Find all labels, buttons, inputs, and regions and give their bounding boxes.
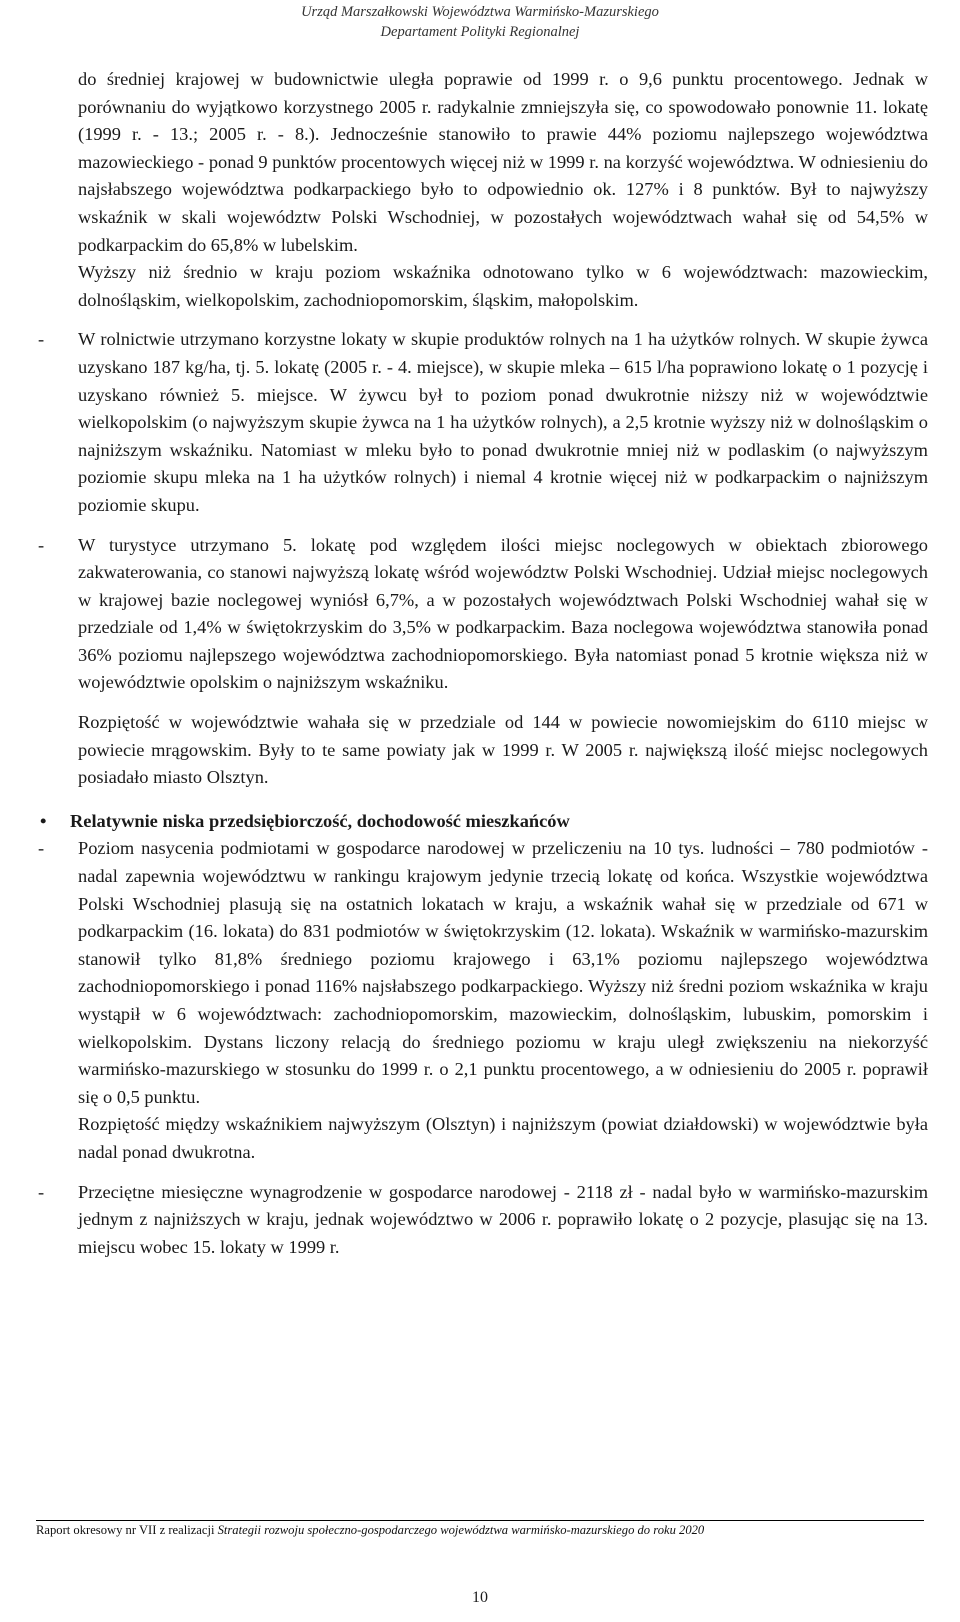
dash-marker: -	[38, 534, 45, 555]
list-item-tourism	[38, 532, 928, 698]
list-item-agriculture	[38, 326, 928, 519]
section-heading	[40, 808, 928, 836]
dash-marker: -	[38, 1181, 45, 1202]
paragraph-tourism-range: Rozpiętość w województwie wahała się w przedziale od 144 w powiecie nowomiejskim do 6110 miejsc w powiecie mrągowskim. Były to te same powiaty jak w 1999 r. W 2005 r. największą ilość miejsc noclegowych posiadało miasto Olsztyn.	[78, 712, 928, 788]
document-body	[38, 66, 928, 1261]
section-heading-text: Relatywnie niska przedsiębiorczość, dochodowość mieszkańców	[70, 810, 570, 831]
bullet-icon: •	[40, 810, 47, 831]
header-office-name: Urząd Marszałkowski Województwa Warmińsko-Mazurskiego	[301, 4, 659, 20]
tourism-text: W turystyce utrzymano 5. lokatę pod względem ilości miejsc noclegowych w obiektach zbiorowego zakwaterowania, co stanowi najwyższą lokatę wśród województw Polski Wschodniej. Udział miejsc noclegowych w krajowej bazie noclegowej wyniósł 6,7%, a w pozostałych województwach Polski Wschodniej wahał się w przedziale od 1,4% w świętokrzyskim do 3,5% w podkarpackim. Baza noclegowa województwa stanowiła ponad 36% poziomu najlepszego województwa zachodniopomorskiego. Była natomiast ponad 5 krotnie większa niż w województwie opolskim o najniższym wskaźniku.	[78, 534, 928, 693]
dash-marker: -	[38, 838, 45, 859]
salary-text: Przeciętne miesięczne wynagrodzenie w gospodarce narodowej - 2118 zł - nadal było w warmińsko-mazurskim jednym z najniższych w kraju, jednak województwo w 2006 r. poprawiło lokatę o 2 pozycje, plasując się na 13. miejscu wobec 15. lokaty w 1999 r.	[78, 1181, 928, 1257]
list-item-salary	[38, 1179, 928, 1262]
page-number: 10	[472, 1589, 488, 1606]
dash-marker: -	[38, 329, 45, 350]
header-department: Departament Polityki Regionalnej	[380, 24, 580, 40]
footer-strategy-title: Strategii rozwoju społeczno-gospodarczego województwa warmińsko-mazurskiego do roku 2020	[217, 1523, 705, 1537]
agriculture-text: W rolnictwie utrzymano korzystne lokaty w skupie produktów rolnych na 1 ha użytków rolnych. W skupie żywca uzyskano 187 kg/ha, tj. 5. lokatę (2005 r. - 4. miejsce), w skupie mleka – 615 l/ha poprawiono lokatę o 1 pozycję i uzyskano również 5. miejsce. W żywcu był to poziom ponad dwukrotnie niższy niż w województwie wielkopolskim (o najwyższym skupie żywca na 1 ha użytków rolnych), a 2,5 krotnie wyższy niż w dolnośląskim o najniższym wskaźniku. Natomiast w mleku było to ponad dwukrotnie mniej niż w podlaskim (o najwyższym poziomie skupu mleka na 1 ha użytków rolnych) i niemal 4 krotnie więcej niż w podkarpackim o najniższym poziomie skupu.	[78, 329, 928, 515]
page-footer	[36, 1521, 704, 1539]
page-header	[0, 0, 960, 42]
business-text: Poziom nasycenia podmiotami w gospodarce narodowej w przeliczeniu na 10 tys. ludności – 780 podmiotów - nadal zapewnia województwu w rankingu krajowym jedynie trzecią lokatę od końca. Wszystkie województwa Polski Wschodniej plasują się na ostatnich lokatach w kraju, a wskaźnik wahał się w przedziale od 671 w podkarpackim (16. lokata) do 831 podmiotów w świętokrzyskim (12. lokata). Wskaźnik w warmińsko-mazurskim stanowił tylko 81,8% średniego poziomu krajowego i 63,1% poziomu najlepszego województwa zachodniopomorskiego i ponad 116% najsłabszego podkarpackiego. Wyższy niż średni poziom wskaźnika w kraju wystąpił w 6 województwach: zachodniopomorskim, mazowieckim, dolnośląskim, lubuskim, pomorskim i wielkopolskim. Dystans liczony relacją do średniego poziomu w kraju uległ zwiększeniu na niekorzyść warmińsko-mazurskiego w stosunku do 1999 r. o 2,1 punktu procentowego, a w odniesieniu do 2005 r. poprawił się o 0,5 punktu.	[78, 838, 928, 1107]
list-item-business	[38, 835, 928, 1166]
business-range-text: Rozpiętość między wskaźnikiem najwyższym (Olsztyn) i najniższym (powiat działdowski) w województwie była nadal ponad dwukrotna.	[78, 1114, 928, 1162]
paragraph-regions-above-average: Wyższy niż średnio w kraju poziom wskaźnika odnotowano tylko w 6 województwach: mazowieckim, dolnośląskim, wielkopolskim, zachodniopomorskim, śląskim, małopolskim.	[78, 262, 928, 310]
footer-prefix: Raport okresowy nr VII z realizacji	[36, 1523, 218, 1537]
paragraph-construction: do średniej krajowej w budownictwie uległa poprawie od 1999 r. o 9,6 punktu procentowego. Jednak w porównaniu do wyjątkowo korzystnego 2005 r. radykalnie zmniejszyła się, co spowodowało ponownie 11. lokatę (1999 r. - 13.; 2005 r. - 8.). Jednocześnie stanowiło to prawie 44% poziomu najlepszego województwa mazowieckiego - ponad 9 punktów procentowych więcej niż w 1999 r. na korzyść województwa. W odniesieniu do najsłabszego województwa podkarpackiego było to odpowiednio ok. 127% i 8 punktów. Był to najwyższy wskaźnik w skali województw Polski Wschodniej, w pozostałych województwach wahał się od 54,5% w podkarpackim do 65,8% w lubelskim.	[78, 69, 928, 255]
